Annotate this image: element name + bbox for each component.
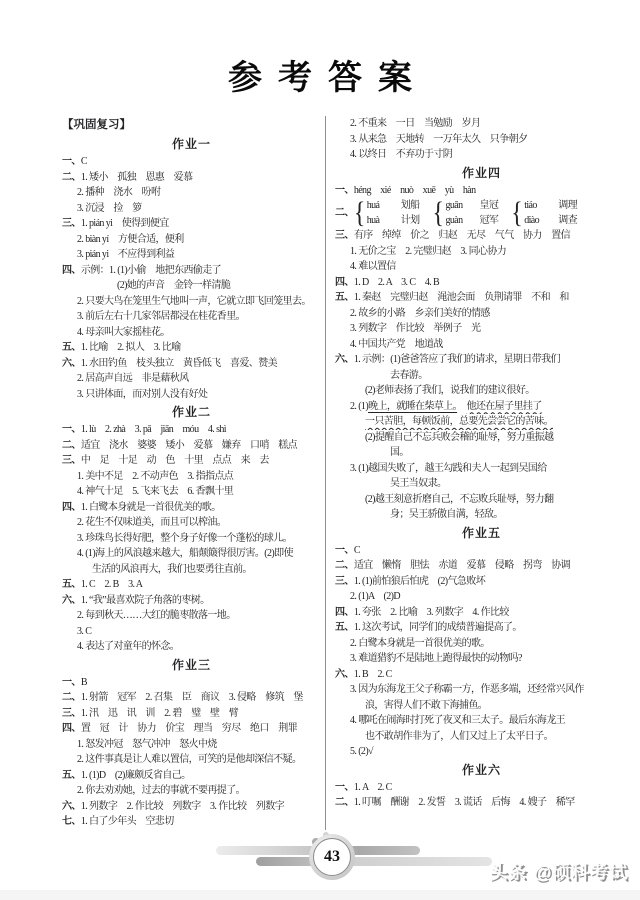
word-text: 冠军 [479,215,499,226]
answer-line [62,608,321,624]
answer-text: héng xié nuò xuē yù hàn [353,184,476,196]
answer-text: 3. C [77,625,92,637]
answer-line [62,690,321,706]
answer-line [335,132,628,148]
item-marker: 二、 [335,560,354,571]
item-marker: 五、 [62,579,81,590]
pinyin-text: guān [445,200,463,211]
item-marker: 六、 [62,800,81,812]
brace-glyph: { [353,198,365,228]
word-text: 调查 [558,215,578,226]
answer-line [62,201,321,217]
answer-text: C [353,544,360,556]
section-heading: 作业五 [461,525,501,540]
left-column [62,116,321,830]
item-marker: 四、 [62,501,81,513]
item-marker: 五、 [62,769,81,781]
answer-line [335,476,628,492]
answer-line [335,445,628,461]
page-title: 参考答案 [228,60,428,97]
word-text: 计划 [400,215,420,226]
section-heading: 作业四 [461,165,501,180]
right-column [326,116,628,830]
answer-text: 4. 以终日 不弃功于寸阴 [350,149,453,160]
answer-line [335,147,628,163]
answer-text: 2. (1) [350,400,369,412]
answer-line [62,706,321,722]
answer-line [62,278,321,294]
item-marker: 六、 [335,668,354,680]
answer-line [62,737,321,753]
answer-line [62,577,321,593]
answer-text: 1. “我”最喜欢院子角落的枣树。 [80,594,210,606]
answer-text: 4. 表达了对童年的怀念。 [77,641,180,652]
answer-line [335,558,628,574]
answer-line [335,780,628,796]
answer-line [62,721,321,737]
pinyin-word-row [445,213,498,228]
answer-text: 去春游。 [390,369,428,381]
page-number-badge [309,834,355,880]
item-marker: 一、 [62,676,81,688]
answer-line [62,170,321,186]
answer-text: 4. 中国共产党 地道战 [350,338,443,350]
answer-line [335,507,628,523]
answer-columns [0,102,640,830]
answer-line [335,574,628,590]
scan-edge [0,890,640,900]
answer-line [62,783,321,799]
pinyin-word-row [524,213,577,228]
answer-text: (2)她的声音 金铃一样清脆 [117,280,231,291]
answer-text: 1. 无价之宝 2. 完璧归赵 3. 同心协力 [350,245,507,257]
answer-line [335,713,628,729]
answer-text: 有序 绰绰 价之 归赵 无尽 气气 协力 置信 [353,230,571,241]
answer-text: 2. 这件事真是让人难以置信，可笑的是他却深信不疑。 [77,754,302,765]
footer-swoosh-bottom [256,857,492,866]
answer-text: 1. 怒发冲冠 怒气冲冲 怒火中烧 [77,738,217,750]
answer-text: 1. C 2. B 3. A [80,579,143,590]
answer-line [335,228,628,244]
answer-line [335,620,628,636]
brace-glyph: { [511,198,523,228]
item-marker: 一、 [335,184,354,196]
answer-line [335,698,628,714]
underlined-answer: 晚上，就睡在柴草上。 [368,400,458,412]
answer-text: 2. 花生不仅味道美，而且可以榨油。 [77,517,227,528]
section-heading: 作业一 [171,137,211,151]
pinyin-group [511,198,577,228]
answer-line [62,216,321,232]
answer-line [62,814,321,830]
answer-line [62,438,321,454]
item-marker: 五、 [335,622,354,633]
answer-text: 1. 比喻 2. 拟人 3. 比喻 [80,342,181,353]
answer-text: 3. 珍珠鸟长得好肥，整个身子好像一个蓬松的球儿。 [77,532,292,544]
answer-line [62,469,321,485]
answer-line [335,636,628,652]
answer-text: 1. 叮嘱 酬谢 2. 发誓 3. 谎话 后悔 4. 嫂子 稀罕 [353,797,575,808]
answer-text: 1. 白鹭本身就是一首很优美的歌。 [80,501,221,513]
answer-text: 2. 只要大鸟在笼里生气地叫一声，它就立即飞回笼里去。 [77,295,311,307]
pinyin-text: diào [524,215,540,226]
answer-line [62,185,321,201]
answer-line [335,492,628,508]
answer-line [62,453,321,469]
answer-text: 1. 白了少年头 空悲切 [80,816,174,827]
answer-text: 2. 故乡的小路 乡亲们美好的情感 [350,307,490,319]
answer-text: 2. 不重来 一日 当勉励 岁月 [350,118,481,129]
pinyin-word-row [524,198,577,213]
answer-text: 5. (2)√ [350,746,373,757]
answer-line [335,795,628,811]
item-marker: 四、 [335,276,354,288]
answer-text: 4. (1)海上的风浪越来越大，船颠簸得很厉害。(2)即使 [77,548,293,559]
answer-line [335,290,628,306]
answer-line [62,263,321,279]
answer-line [335,589,628,605]
answer-line [62,593,321,609]
answer-line [335,275,628,291]
item-marker: 三、 [62,218,81,229]
watermark-text: 头条 @硕科考试 [489,862,628,882]
answer-text: (2)老师表扬了我们，说我们的建议很好。 [365,385,535,396]
answer-line [62,562,321,578]
answer-line [62,639,321,655]
item-marker: 二、 [62,692,81,703]
answer-text: 适宜 懒惰 胆怯 赤道 爱慕 侵略 拐弯 协调 [353,560,571,571]
answer-text: (2)提醒自己不忘兵败会稽的耻辱，努力重振越 [365,431,554,443]
answer-text: 1. pián yi 使得到便宜 [80,218,169,229]
answer-text: 3. 难道猎豹不是陆地上跑得最快的动物吗? [350,653,522,664]
item-marker: 二、 [335,797,354,808]
answer-text: 1. 夸张 2. 比喻 3. 列数字 4. 作比较 [353,606,509,618]
answer-line [335,244,628,260]
answer-text: 1. 这次考试，同学们的成绩普遍提高了。 [353,622,522,633]
answer-text: 1. (1)D (2)廉颇反省自己。 [80,769,191,781]
answer-line [335,414,628,430]
answer-text: 4. 难以置信 [350,261,396,272]
answer-text: 也不敢胡作非为了，人们又过上了太平日子。 [365,730,553,742]
answer-line [335,729,628,745]
answer-line [335,682,628,698]
item-marker: 五、 [62,342,81,353]
answer-line [62,232,321,248]
item-marker: 六、 [335,354,354,365]
answer-text: 3. 从来急 天地转 一万年太久 只争朝夕 [350,133,528,145]
answer-line [335,605,628,621]
answer-line [62,154,321,170]
answer-text: 吴王当奴隶。 [390,478,447,489]
answer-line [62,624,321,640]
answer-text: 生活的风浪再大，我们也要勇往直前。 [92,563,252,575]
answer-text: 适宜 浇水 婆婆 矮小 爱慕 嫌弃 口哨 糕点 [80,439,298,451]
answer-text: 3. 沉浸 捡 箩 [77,202,142,214]
answer-line [335,383,628,399]
answer-line [62,325,321,341]
answer-line [335,306,628,322]
item-marker: 三、 [62,707,81,719]
answer-line [62,752,321,768]
answer-line [62,294,321,310]
answer-line [62,371,321,387]
answer-text: 1. 水田钓鱼 枝头独立 黄昏低飞 喜爱、赞美 [80,357,278,369]
answer-line [62,340,321,356]
answer-line [62,500,321,516]
answer-text: 1. 射箭 冠军 2. 召集 臣 商议 3. 侵略 修筑 堡 [80,692,303,703]
answer-line [62,422,321,438]
pinyin-text: huà [366,215,380,226]
item-marker: 二、 [335,207,354,219]
answer-line [335,368,628,384]
answer-line [335,399,628,415]
answer-line [335,198,628,228]
page-number: 43 [313,838,351,876]
answer-text: 身；吴王骄傲自满，轻敌。 [390,509,503,520]
answer-line [62,387,321,403]
answer-text: 1. (1)前怕狼后怕虎 (2)气急败坏 [353,575,486,587]
item-marker: 一、 [62,424,81,435]
brace-glyph: { [432,198,444,228]
answer-text: C [80,156,87,167]
item-marker: 一、 [62,156,81,167]
pinyin-text: huá [366,200,380,211]
word-text: 皇冠 [479,200,499,211]
answer-line [62,247,321,263]
answer-line [62,531,321,547]
item-marker: 六、 [62,357,81,369]
pinyin-brace-groups [354,198,577,228]
answer-text: 置 冠 计 协力 价宝 理当 穷尽 绝口 荆罪 [80,723,298,734]
item-marker: 二、 [62,171,81,183]
item-marker: 三、 [335,230,354,241]
answer-text: 1. A 2. C [353,781,392,793]
item-marker: 七、 [62,816,81,827]
answer-line [335,183,628,199]
answer-line [62,546,321,562]
answer-line [335,321,628,337]
answer-text: 国。 [390,447,409,458]
underlined-answer: 一只苦胆，每顿饭前，总要先尝尝它的苦味。 [365,416,553,427]
answer-line [335,461,628,477]
answer-line [62,356,321,372]
pinyin-word-pairs [524,198,577,228]
pinyin-word-pairs [445,198,498,228]
item-marker: 四、 [62,264,81,276]
item-marker: 六、 [62,594,81,606]
pinyin-text: guàn [445,215,463,226]
answer-text: 3. 前后左右十几家邻居都浸在桂花香里。 [77,311,245,322]
item-marker: 三、 [62,455,81,466]
answer-text: 3. pián yi 不应得到利益 [77,249,175,260]
underlined-answer: 他还在屋子里挂了 [466,400,542,412]
answer-line [62,515,321,531]
pinyin-word-pairs [367,198,420,228]
answer-line [62,799,321,815]
answer-text: 2. 白鹭本身就是一首很优美的歌。 [350,637,490,649]
answer-text: 3. 只讲体面，而对别人没有好处 [77,388,208,400]
item-marker: 一、 [335,781,354,793]
answer-line [335,337,628,353]
answer-line [62,675,321,691]
answer-text: 3. 列数字 作比较 举例子 光 [350,323,481,334]
answer-text: 1. 矮小 孤独 恩惠 爱慕 [80,171,193,183]
answer-text: 1. 美中不足 2. 不动声色 3. 指指点点 [77,470,234,482]
item-marker: 三、 [335,575,354,587]
item-marker: 四、 [62,723,81,734]
word-text: 划船 [400,200,420,211]
answer-line [335,667,628,683]
answer-text: 1. B 2. C [353,668,392,680]
answer-text: 中 足 十足 动 色 十里 点点 来 去 [80,455,269,466]
answer-text: 1. D 2. A 3. C 4. B [353,276,440,288]
answer-line [62,484,321,500]
answer-line [62,768,321,784]
answer-text: 1. lù 2. zhà 3. pā jiān móu 4. shì [80,424,226,435]
answer-text: 1. 秦赵 完璧归赵 渑池会面 负荆请罪 不和 和 [353,292,569,303]
section-heading: 【巩固复习】 [62,119,131,131]
item-marker: 一、 [335,544,354,556]
section-heading: 作业三 [171,657,211,672]
answer-text: 2. 你去劝劝她，过去的事就不要再提了。 [77,785,245,796]
pinyin-word-row [445,198,498,213]
section-heading: 作业六 [461,762,501,777]
answer-text: 1. 列数字 2. 作比较 列数字 3. 作比较 列数字 [80,800,285,812]
answer-line [335,430,628,446]
answer-text: 4. 神气十足 5. 飞来飞去 6. 香飘十里 [77,486,234,497]
answer-text: 浪，害得人们不敢下海捕鱼。 [365,699,488,711]
item-marker: 二、 [62,439,81,451]
answer-line [335,744,628,760]
answer-text: 4. 哪吒在闹海时打死了夜叉和三太子。最后东海龙王 [350,715,565,726]
answer-text: 2. 播种 浇水 吩咐 [77,187,161,198]
answer-text: 2. 居高声自远 非是藉秋风 [77,373,189,384]
answer-text: 2. (1)A (2)D [350,591,401,602]
answer-text: 3. 因为东海龙王父子称霸一方，作恶多端，还经常兴风作 [350,684,584,695]
answer-text: 3. (1)越国失败了，越王勾践和夫人一起到吴国给 [350,462,547,474]
item-marker: 四、 [335,606,354,618]
pinyin-word-row [367,213,420,228]
answer-text: 1. 示例：(1)爸爸答应了我们的请求，星期日带我们 [353,354,560,365]
pinyin-text: tiáo [524,200,537,211]
answer-text: 1. 汛 迅 讯 训 2. 碧 璧 壁 臂 [80,707,239,719]
answer-line [335,259,628,275]
answer-line [335,116,628,132]
answer-text: B [80,676,87,688]
answer-line [62,309,321,325]
answer-line [335,543,628,559]
answer-text: (2)越王刻意折磨自己，不忘败兵耻辱，努力翻 [365,493,554,505]
answer-text: 示例：1. (1)小偷 地把东西偷走了 [80,264,222,276]
section-heading: 作业二 [171,405,211,419]
pinyin-group [354,198,420,228]
answer-line [335,352,628,368]
pinyin-group [433,198,499,228]
answer-text: 2. biàn yí 方便合适，便利 [77,233,184,245]
answer-text: 4. 母亲叫大家摇桂花。 [77,326,170,338]
pinyin-word-row [367,198,420,213]
answer-line [335,651,628,667]
answer-text: 2. 每到秋天……大红的脆枣散落一地。 [77,610,236,621]
word-text: 调理 [558,200,578,211]
item-marker: 五、 [335,292,354,303]
